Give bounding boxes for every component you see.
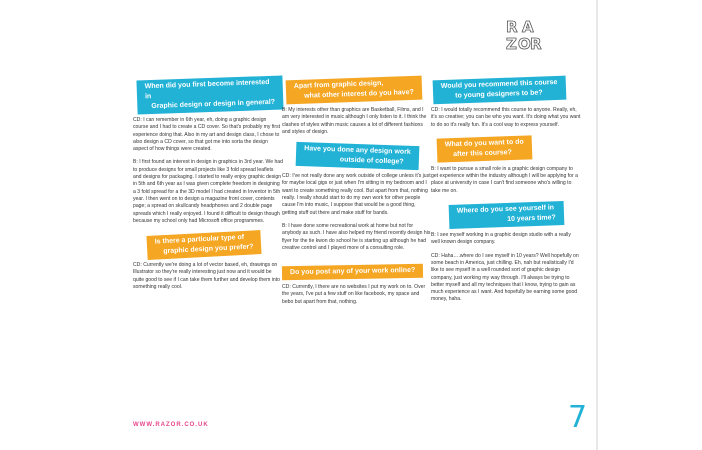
question-heading (146, 230, 261, 260)
page-edge (596, 0, 598, 450)
answer-text (133, 117, 283, 225)
answer-paragraph: B: I have done some recreational work at home but not for anybody as such. I have also helped my friend recently design his flyer for the tie kwon do school he is starting up although he had creative control and I played more of a consulting role. (282, 222, 431, 251)
question-line: Would you recommend this course (440, 78, 558, 91)
question-heading (136, 75, 283, 114)
question-line: Have you done any design work (304, 145, 411, 157)
question-line: Graphic design or design in general? (151, 98, 276, 111)
logo-letter: Z (506, 35, 517, 53)
answer-text (282, 284, 432, 306)
question-line: graphic design you prefer? (163, 243, 254, 256)
column-3 (431, 78, 581, 312)
website-url: WWW.RAZOR.CO.UK (133, 422, 209, 428)
question-heading (286, 76, 422, 105)
answer-paragraph: B: I first found an interest in design in graphics in 3rd year. We had to produce designs for small projects like 3 fold spread leaflets and designs for packaging. I started to really enjoy graphic design in 5th and 6th year as I was given complete freedom in designing a 3 fold spread for a the 3D model I had created in Inventor in 5th year. I then went on to design a magazine front cover, contents page; a spread on skullcandy headphones and 2 double page spreads which I really enjoyed. I found it difficult to design though because my school only had Microsoft office programmes. (133, 159, 283, 224)
question-line: outside of college? (339, 156, 404, 166)
question-line: Do you post any of your work online? (289, 267, 416, 277)
answer-paragraph: B: My interests other than graphics are Basketball, Films, and I am very interested in music although I only listen to it. I think the clashes of styles within music causes a lot of different fashions and styles of design. (282, 107, 427, 135)
question-heading (437, 135, 533, 162)
answer-paragraph: CD: I've not really done any work outside of college unless it's just for maybe local gigs or just when I'm sitting in my bedroom and I want to create something really cool. But apart from that, nothing really. I really should start to do my own work for other people cause I'm into music, I suppose that would be a good thing, getting stuff out there and make stuff for bands. (282, 173, 431, 216)
answer-paragraph: CD: Currently we're doing a lot of vector based, eh, drawings on Illustrator so they're really interesting just now and it would be quite good to see if I can take them further and develop them into something really cool. (133, 262, 280, 291)
answer-text (282, 107, 432, 136)
answer-text (431, 232, 581, 304)
page-number: 7 (568, 400, 588, 435)
column-2 (282, 78, 432, 314)
answer-text (282, 173, 432, 252)
logo-letter: A (522, 18, 534, 36)
question-heading (282, 264, 423, 280)
answer-paragraph: B: I see myself working in a graphic design studio with a really well known design company. (431, 232, 571, 246)
logo-letter: O (518, 35, 531, 53)
answer-text (431, 166, 581, 195)
answer-paragraph: CD: I would totally recommend this course to anyone. Really, eh, it's so creative; you can be who you want. It's doing what you want to do so it's really fun. It's a cool way to express yourself. (431, 107, 581, 128)
logo-letter: R (530, 35, 542, 53)
question-heading (449, 201, 564, 229)
answer-paragraph: CD: Haha….where do I see myself in 10 years? Well hopefully on some beach in America, just chilling. Eh, nah but realistically I'd like to see myself in a well rounded sort of graphic design company, just working my way through. I'll always be trying to better myself and all my techniques that I know, trying to gain as much experience as I want. And hopefully be earning some good money, haha. (431, 252, 579, 303)
question-line: 10 years time? (507, 214, 556, 224)
question-line: When did you first become interested in (144, 78, 270, 101)
question-line: What do you want to do (444, 138, 524, 149)
question-line: Is there a particular type of (154, 234, 245, 246)
razor-logo (506, 20, 542, 54)
question-heading (433, 76, 566, 105)
logo-letter: R (506, 18, 518, 36)
answer-paragraph: CD: I can remember in 6th year, eh, doing a graphic design course and I had to create a CD cover. So that's probably my first experience doing that. Also in my art and design class, I chose to also design a CD cover, so that got me into sorta the design aspect of how things were created. (133, 117, 281, 153)
answer-text (431, 107, 581, 129)
question-heading (296, 142, 419, 170)
answer-text (133, 262, 283, 291)
column-1 (133, 78, 283, 299)
question-line: after this course? (453, 148, 513, 158)
question-line: to young designers to be? (455, 89, 543, 100)
question-line: Where do you see yourself in (456, 204, 555, 215)
answer-paragraph: CD: Currently, I there are no websites I put my work on to. Over the years, I've put a few stuff on like facebook, my space and bebo but apart from that, nothing. (282, 284, 426, 305)
question-line: Apart from graphic design, (293, 79, 384, 91)
answer-paragraph: B: I want to pursue a small role in a graphic design company to get experience within the industry although I will be applying for a place at university in case I can't find someone who's willing to take me on. (431, 165, 578, 194)
question-line: what other interest do you have? (304, 88, 414, 100)
